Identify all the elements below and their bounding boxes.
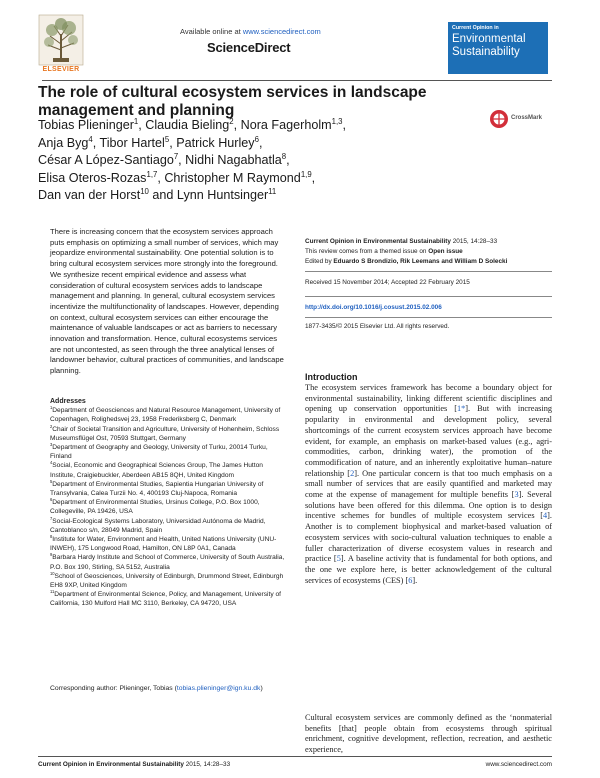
journal-badge-line-2: Sustainability: [452, 46, 520, 58]
author: Patrick Hurley: [176, 135, 255, 150]
footer-citation: Current Opinion in Environmental Sustainability 2015, 14:28–33: [38, 761, 231, 768]
address-item: $^6$Department of Environmental Studies, Ursinus College, P.O. Box 1000, Collegeville, PA 19426, USA: [50, 497, 260, 516]
author-email-link[interactable]: tobias.plieninger@ign.ku.dk: [176, 685, 261, 692]
info-citation: Current Opinion in Environmental Sustainability 2015, 14:28–33: [305, 238, 498, 245]
reference-link[interactable]: 3: [514, 490, 519, 500]
address-item: $^2$Chair of Societal Transition and Agriculture, University of Hohenheim, Schloss Museumsflügel Ost, 70593 Stuttgart, Germany: [50, 423, 280, 442]
sciencedirect-link[interactable]: www.sciencedirect.com: [242, 27, 321, 36]
author: Tibor Hartel: [99, 135, 165, 150]
address-item: $^7$Social-Ecological Systems Laboratory, Universidad Autónoma de Madrid, Cantoblanco s/n, 28049 Madrid, Spain: [50, 515, 266, 534]
author: Claudia Bieling: [145, 118, 230, 132]
address-item: $^9$Barbara Hardy Institute and School of Commerce, University of South Australia, P.O. Box 190, Stirling, SA 5152, Australia: [50, 552, 285, 571]
address-item: $^1$Department of Geosciences and Natural Resource Management, University of Copenhagen, Rolighedsvej 23, 1958 Frederiksberg C, Denmark: [50, 405, 281, 424]
introduction-paragraph-2: Cultural ecosystem services are commonly defined as the ‘nonmaterial benefits [that] people obtain from ecosystems through spiritual enrichment, cognitive development, reflection, recreation, and aesthetic experience,: [305, 713, 552, 755]
author: Tobias Plieninger: [38, 118, 134, 132]
journal-badge-line-1: Environmental: [452, 33, 526, 45]
reference-link[interactable]: 4: [543, 511, 548, 521]
author: Nidhi Nagabhatla: [185, 153, 282, 168]
address-item: $^{10}$School of Geosciences, University of Edinburgh, Drummond Street, Edinburgh EH8 9XP, United Kingdom: [50, 570, 284, 590]
author: Elisa Oteros-Rozas: [38, 170, 147, 185]
article-info-box: [305, 237, 552, 332]
journal-badge-small: Current Opinion in: [452, 25, 499, 31]
author-list: Tobias Plieninger$^1$, Claudia Bieling$^2$, Nora Fagerholm$^{1,3}$, Anja Byg$^4$, Tibor Hartel$^5$, Patrick Hurley$^6$, César A López-Santiago$^7$, Nidhi Nagabhatla$^8$, Elisa Oteros-Rozas$^{1,7}$, Christopher M Raymond$^{1,9}$, Dan van der Horst$^{10}$ and Lynn Huntsinger$^{11}$: [38, 116, 346, 203]
abstract: There is increasing concern that the ecosystem services approach puts emphasis on optimizing a small number of services, which may jeopardize environmental sustainability. One potential solution is to bring cultural ecosystem services more strongly into the foreground. We synthesize recent empirical evidence and assess what consideration of cultural ecosystem services adds to landscape management and planning. In general, cultural ecosystem services incentivize the multifunctionality of landscapes. However, depending on context, cultural ecosystem services can either encourage the maintenance of valuable landscapes or act as barriers to necessary innovation and transformation. Hence, cultural ecosystems services are not uncontested, as seen through the three analytical lenses of landowner behavior, cultural practices of communities, and landscape planning.: [50, 227, 284, 376]
author: Christopher M Raymond: [164, 170, 301, 185]
info-dates: Received 15 November 2014; Accepted 22 February 2015: [305, 279, 470, 286]
reference-link[interactable]: 5: [336, 554, 341, 564]
journal-cover-badge: [448, 22, 548, 74]
introduction-heading: Introduction: [305, 372, 358, 382]
author: Anja Byg: [38, 135, 89, 150]
article-title: The role of cultural ecosystem services in landscape management and planning: [38, 84, 427, 119]
info-copyright: 1877-3435/© 2015 Elsevier Ltd. All rights reserved.: [305, 323, 450, 330]
addresses-block: [50, 397, 286, 609]
info-themed-issue: This review comes from a themed issue on Open issue: [305, 248, 463, 255]
address-item: $^8$Institute for Water, Environment and Health, United Nations University (UNU-INWEH), 175 Longwood Road, Hamilton, ON L8P 0A1, Canada: [50, 533, 277, 553]
availability-line: Available online at www.sciencedirect.com: [180, 27, 321, 36]
address-item: $^{11}$Department of Environmental Science, Policy, and Management, University of California, 130 Mulford Hall MC 3110, Berkeley, CA 94720, USA: [50, 589, 281, 608]
elsevier-logo: [38, 14, 84, 76]
corresponding-author: Corresponding author: Plieninger, Tobias (tobias.plieninger@ign.ku.dk): [50, 685, 263, 692]
address-item: $^4$Social, Economic and Geographical Sciences Group, The James Hutton Institute, Craigiebuckler, Aberdeen AB15 8QH, United Kingdom: [50, 460, 263, 479]
address-item: $^3$Department of Geography and Geology, University of Turku, 20014 Turku, Finland: [50, 441, 268, 461]
footer-divider: [38, 756, 552, 757]
info-divider: [305, 296, 552, 297]
addresses-title: Addresses: [50, 398, 86, 405]
author: Nora Fagerholm: [240, 118, 332, 132]
crossmark-badge[interactable]: [489, 107, 544, 133]
author: Dan van der Horst: [38, 188, 141, 203]
header-divider: [42, 80, 552, 81]
footer-site: www.sciencedirect.com: [485, 761, 552, 768]
address-item: $^5$Department of Environmental Studies, Sapientia Hungarian University of Transylvania, Calea Turzii No. 4, 400193 Cluj-Napoca, Romania: [50, 478, 264, 498]
reference-link[interactable]: 6: [408, 575, 413, 585]
info-divider: [305, 271, 552, 272]
crossmark-icon: [489, 109, 509, 129]
sciencedirect-brand: ScienceDirect: [207, 40, 291, 55]
elsevier-wordmark: ELSEVIER: [42, 66, 80, 73]
crossmark-label: CrossMark: [511, 115, 543, 121]
info-editors: Edited by Eduardo S Brondizio, Rik Leemans and William D Solecki: [305, 258, 508, 265]
reference-link[interactable]: 2: [350, 468, 355, 478]
reference-link[interactable]: 1*: [457, 404, 466, 414]
author: Lynn Huntsinger: [176, 188, 269, 203]
info-divider: [305, 317, 552, 318]
introduction-paragraph-1: The ecosystem services framework has become a boundary object for environmental sustainability, linking different scientific disciplines and opening up conservation opportunities [1*]. But with increasing popularity in environmental and development policy, several shortcomings of the current ecosystem services approach have become evident, for example, an emphasis on market-based values (e.g., agri-commodities, carbon, drinking water), the promotion of the commodification of nature, and an inherently exploitative human–nature relationship [2]. One particular concern is that too much emphasis on a small number of services that are easily quantified and marketed may come at the expense of management for multiple benefits [3]. Several solutions have been offered for this dilemma. One option is to design incentive schemes for bundles of multiple ecosystem services [4]. Another is to complement biophysical and market-based valuation of ecosystem services with socio-cultural valuation techniques to enable a fuller characterization of diverse ecosystem values in research and practice [5]. A baseline activity that is fundamental for both options, and the one we explore here, is better acknowledgement of the cultural services of ecosystems (CES) [6].: [305, 383, 553, 585]
doi-link[interactable]: http://dx.doi.org/10.1016/j.cosust.2015.02.006: [305, 304, 442, 311]
author: César A López-Santiago: [38, 153, 174, 168]
